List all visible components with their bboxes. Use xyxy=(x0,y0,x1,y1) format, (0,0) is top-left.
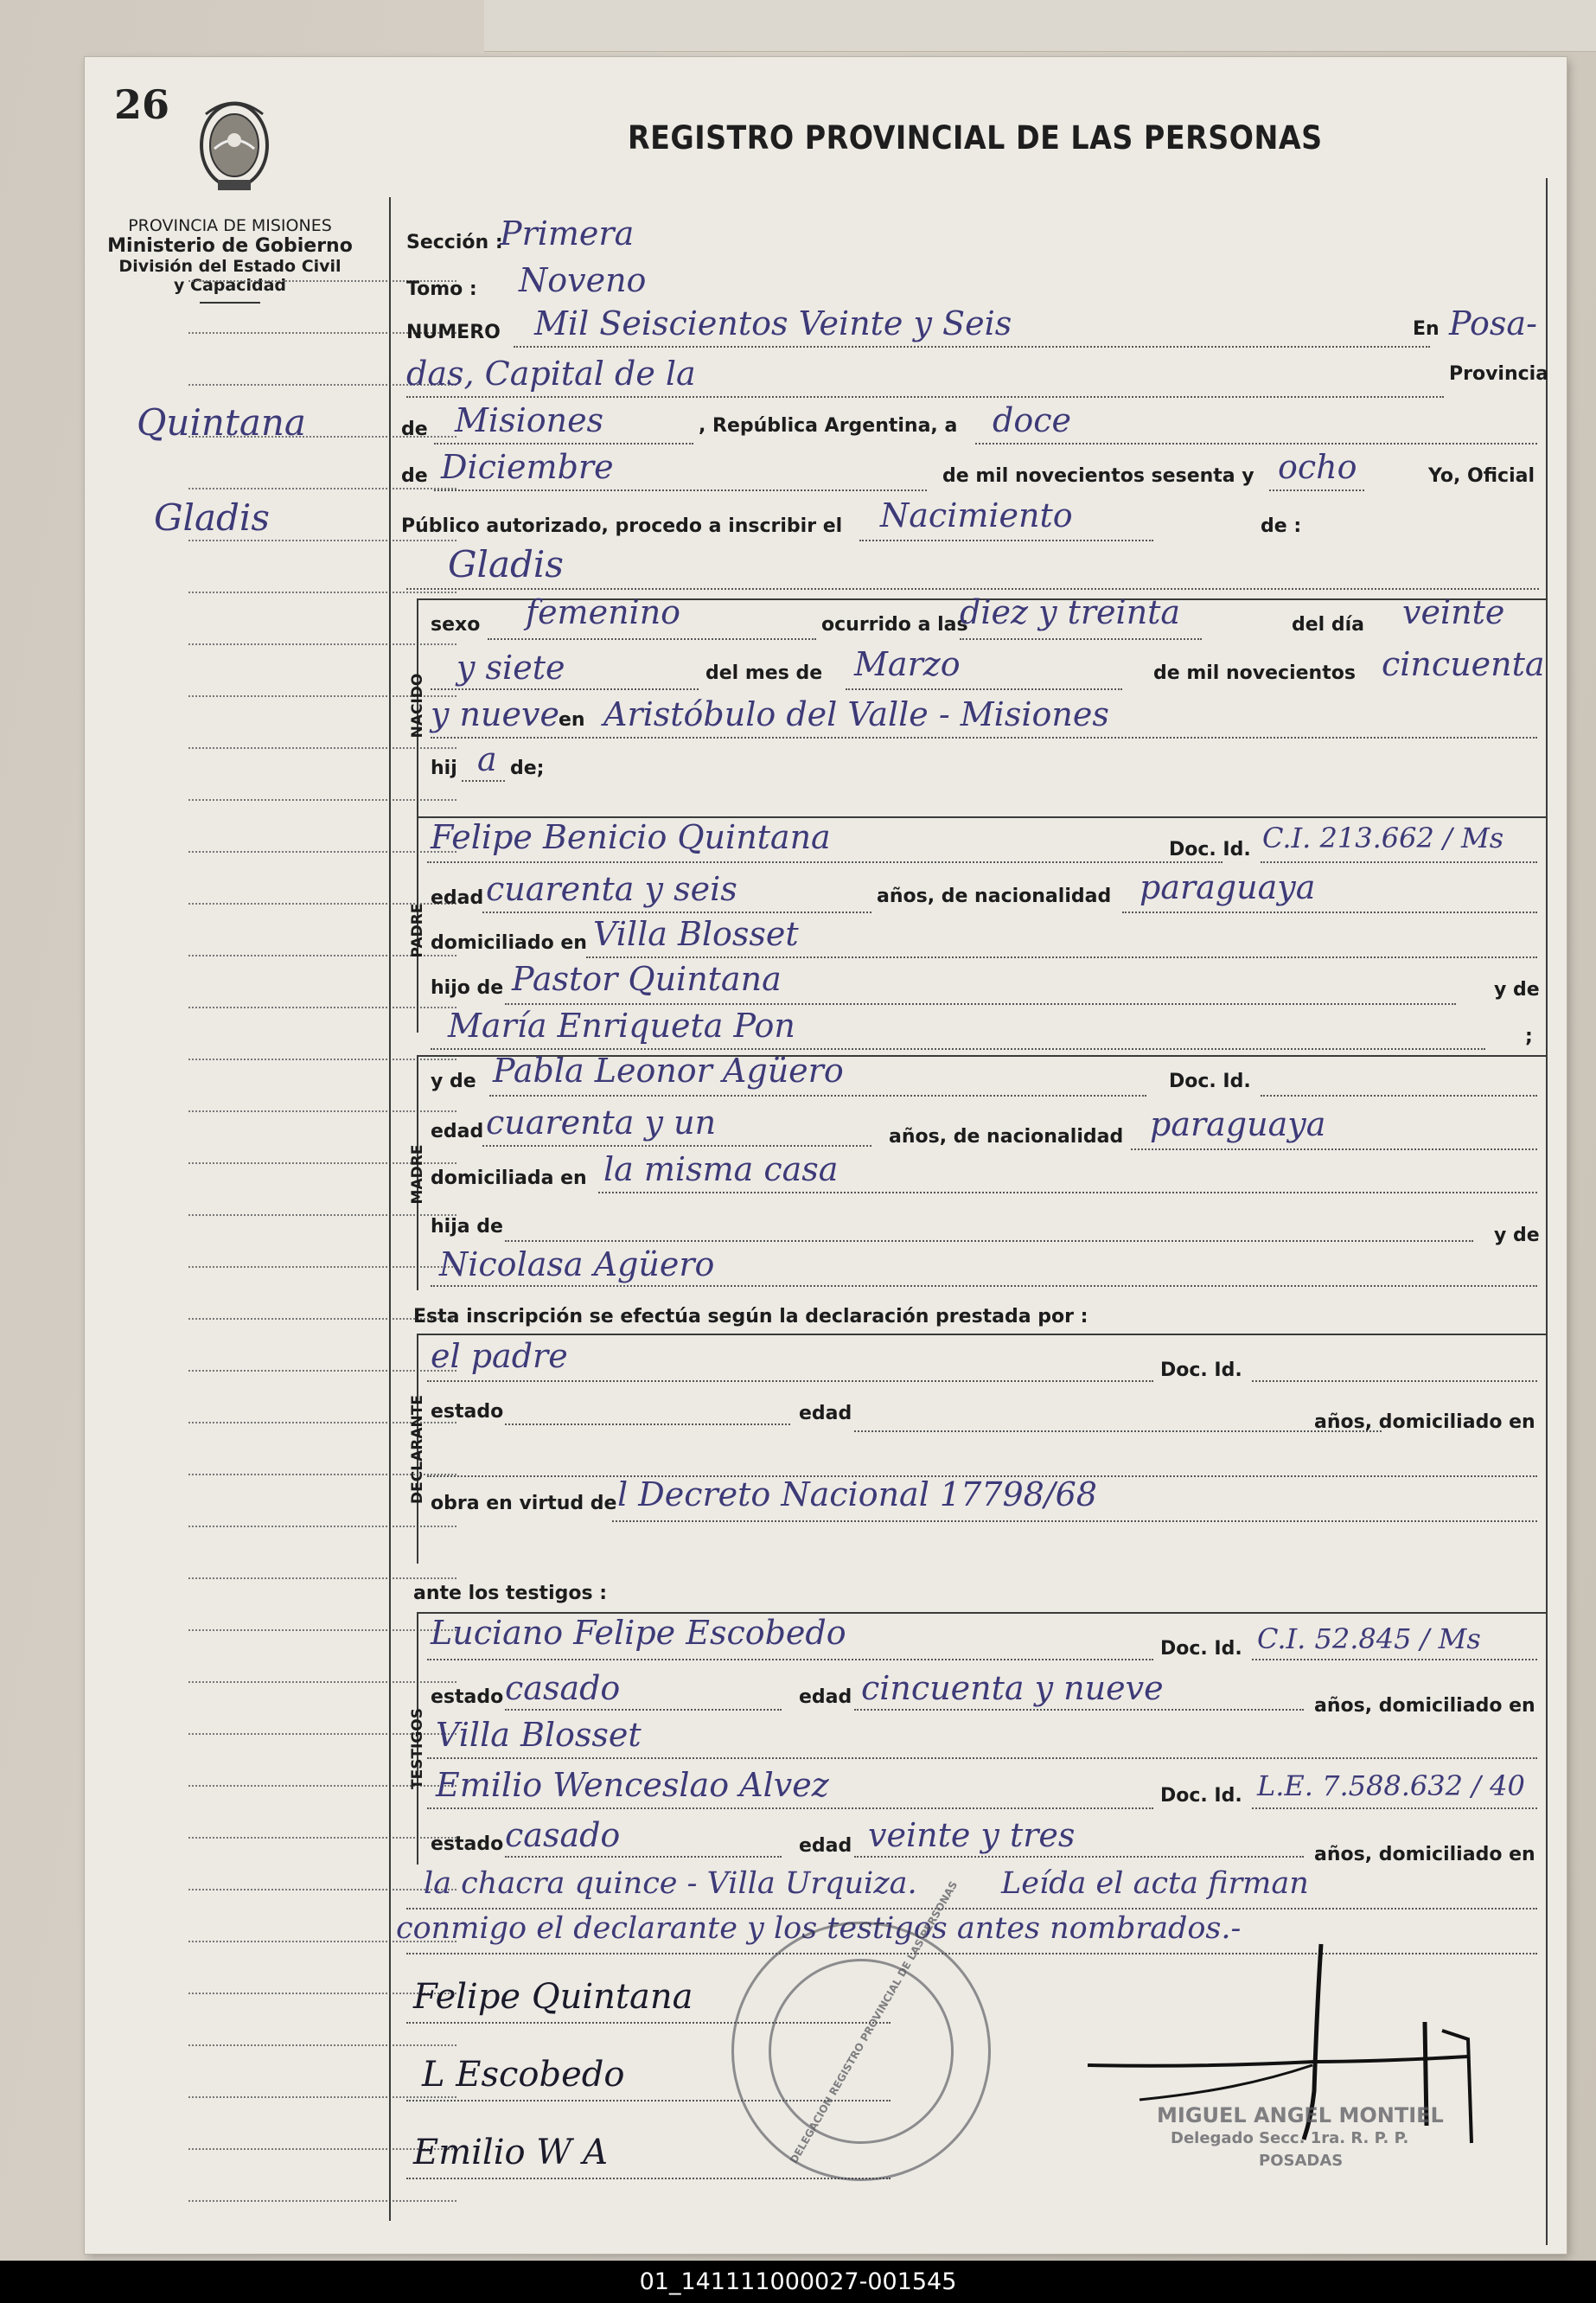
ano-nac-value-b: y nueve xyxy=(431,695,559,733)
section-padre: PADRE xyxy=(409,903,426,958)
yo-oficial-label: Yo, Oficial xyxy=(1428,465,1535,487)
declarante-nombre-value: el padre xyxy=(431,1337,568,1375)
de-colon-label: de : xyxy=(1261,515,1302,537)
testigo1-edad-label: edad xyxy=(799,1686,852,1708)
section-declarante: DECLARANTE xyxy=(409,1395,426,1504)
numero-value: Mil Seiscientos Veinte y Seis xyxy=(534,304,1012,342)
padre-padre-value: Pastor Quintana xyxy=(512,960,782,998)
en-label: En xyxy=(1413,318,1440,340)
hijo-de-label: hijo de xyxy=(431,977,504,999)
testigo2-estado-value: casado xyxy=(505,1816,621,1854)
page-number: 26 xyxy=(114,81,170,128)
ocurrido-label: ocurrido a las xyxy=(821,614,968,636)
dia-nac-value-b: y siete xyxy=(456,649,565,687)
hora-value: diez y treinta xyxy=(960,593,1181,631)
office-province: PROVINCIA DE MISIONES xyxy=(128,216,332,235)
testigo1-anos-label: años, domiciliado en xyxy=(1314,1695,1535,1717)
tomo-label: Tomo : xyxy=(406,278,477,300)
provincia-value: Misiones xyxy=(455,401,604,439)
seccion-value: Primera xyxy=(500,214,635,253)
tomo-value: Noveno xyxy=(519,261,647,299)
testigo2-anos-label: años, domiciliado en xyxy=(1314,1844,1535,1865)
en-lugar-label: en xyxy=(559,709,585,731)
padre-nombre-value: Felipe Benicio Quintana xyxy=(431,818,831,856)
section-testigos: TESTIGOS xyxy=(409,1707,426,1790)
padre-madre-value: María Enriqueta Pon xyxy=(448,1007,795,1045)
main-left-rule xyxy=(389,197,391,2221)
declarante-estado-label: estado xyxy=(431,1401,504,1423)
de-mil-label: de mil novecientos sesenta y xyxy=(942,465,1254,487)
seal-text: DELEGACION REGISTRO PROVINCIAL DE LAS PERSONAS xyxy=(787,1878,961,2166)
signature-testigo2: Emilio W A xyxy=(413,2133,609,2172)
madre-domicilio-value: la misma casa xyxy=(603,1150,839,1188)
stamp-city: POSADAS xyxy=(1259,2152,1344,2170)
madre-nac-label: años, de nacionalidad xyxy=(889,1126,1124,1148)
padre-nacionalidad-value: paraguaya xyxy=(1140,868,1316,906)
nombre-value: Gladis xyxy=(448,543,564,585)
coat-of-arms-icon xyxy=(197,97,271,194)
cierre-value-b: conmigo el declarante y los testigos antes nombrados.- xyxy=(396,1911,1242,1946)
madre-edad-label: edad xyxy=(431,1121,484,1142)
provincia-label: Provincia xyxy=(1449,363,1549,385)
page-title: REGISTRO PROVINCIAL DE LAS PERSONAS xyxy=(628,119,1323,157)
testigo1-edad-value: cincuenta y nueve xyxy=(861,1669,1164,1707)
padre-nac-label: años, de nacionalidad xyxy=(877,886,1112,907)
de-label: de xyxy=(401,419,428,440)
lugar-value-b: das, Capital de la xyxy=(406,355,696,393)
hij-suffix-value: a xyxy=(477,740,497,778)
lugar-value-a: Posa- xyxy=(1449,304,1537,342)
testigo1-estado-value: casado xyxy=(505,1669,621,1707)
margin-given-name: Gladis xyxy=(154,496,270,539)
republica-label: , República Argentina, a xyxy=(699,415,958,437)
madre-domicilio-label: domiciliada en xyxy=(431,1167,587,1189)
publico-label: Público autorizado, procedo a inscribir el xyxy=(401,515,843,537)
padre-doc-value: C.I. 213.662 / Ms xyxy=(1262,822,1504,854)
declaracion-label: Esta inscripción se efectúa según la declaración prestada por : xyxy=(413,1306,1088,1327)
signature-testigo1: L Escobedo xyxy=(422,2055,625,2095)
ano-nac-value-a: cincuenta xyxy=(1382,645,1545,683)
testigo2-edad-value: veinte y tres xyxy=(868,1816,1076,1854)
dia-nac-value-a: veinte xyxy=(1402,593,1505,631)
madre-doc-label: Doc. Id. xyxy=(1169,1071,1251,1092)
padre-y-de-label: y de xyxy=(1494,979,1540,1001)
testigo1-estado-label: estado xyxy=(431,1686,504,1708)
hij-de-label: de; xyxy=(510,758,545,779)
madre-edad-value: cuarenta y un xyxy=(486,1104,717,1142)
numero-label: NUMERO xyxy=(406,322,501,343)
stamp-name: MIGUEL ANGEL MONTIEL xyxy=(1157,2103,1444,2127)
sexo-value: femenino xyxy=(526,593,681,631)
stamp-role: Delegado Secc. 1ra. R. P. P. xyxy=(1171,2129,1409,2147)
image-id-footer: 01_141111000027-001545 xyxy=(0,2261,1596,2303)
cierre-value-a: Leída el acta firman xyxy=(1001,1866,1309,1901)
backing-sheet-top xyxy=(484,0,1596,52)
testigo1-nombre-value: Luciano Felipe Escobedo xyxy=(431,1614,846,1652)
seccion-label: Sección : xyxy=(406,232,503,253)
signature-padre: Felipe Quintana xyxy=(413,1977,693,2017)
testigo2-doc-label: Doc. Id. xyxy=(1160,1785,1242,1807)
hij-label: hij xyxy=(431,758,457,779)
testigo1-doc-label: Doc. Id. xyxy=(1160,1638,1242,1660)
de-mil-nov-label: de mil novecientos xyxy=(1153,662,1356,684)
obra-value: l Decreto Nacional 17798/68 xyxy=(617,1475,1097,1513)
testigo2-doc-value: L.E. 7.588.632 / 40 xyxy=(1257,1769,1525,1802)
padre-doc-label: Doc. Id. xyxy=(1169,839,1251,860)
declarante-anos-label: años, domiciliado en xyxy=(1314,1411,1535,1433)
mes-value: Diciembre xyxy=(441,448,614,486)
register-page xyxy=(85,57,1567,2254)
del-dia-label: del día xyxy=(1292,614,1365,636)
acto-value: Nacimiento xyxy=(880,496,1073,534)
testigo2-nombre-value: Emilio Wenceslao Alvez xyxy=(436,1766,829,1804)
padre-edad-value: cuarenta y seis xyxy=(486,870,737,908)
ante-label: ante los testigos : xyxy=(413,1583,608,1604)
main-right-rule xyxy=(1546,178,1548,2245)
declarante-edad-label: edad xyxy=(799,1403,852,1424)
madre-nacionalidad-value: paraguaya xyxy=(1150,1105,1326,1143)
section-madre: MADRE xyxy=(409,1144,426,1205)
official-seal xyxy=(731,1878,991,2181)
testigo2-domicilio-value: la chacra quince - Villa Urquiza. xyxy=(424,1866,917,1901)
de-mes-label: de xyxy=(401,465,428,487)
margin-surname: Quintana xyxy=(137,401,306,444)
madre-y-de2-label: y de xyxy=(1494,1225,1540,1246)
testigo1-domicilio-value: Villa Blosset xyxy=(436,1716,642,1754)
sexo-label: sexo xyxy=(431,614,481,636)
madre-y-de-label: y de xyxy=(431,1071,476,1092)
padre-domicilio-value: Villa Blosset xyxy=(593,915,799,953)
section-nacido: NACIDO xyxy=(409,673,426,739)
madre-nombre-value: Pabla Leonor Agüero xyxy=(493,1052,844,1090)
lugar-nac-value: Aristóbulo del Valle - Misiones xyxy=(603,695,1109,733)
office-capacity: y Capacidad xyxy=(174,276,286,295)
office-division: División del Estado Civil xyxy=(118,257,342,276)
hija-de-label: hija de xyxy=(431,1216,503,1238)
dia-value: doce xyxy=(993,401,1071,439)
testigo2-estado-label: estado xyxy=(431,1833,504,1855)
madre-madre-value: Nicolasa Agüero xyxy=(439,1245,715,1283)
issuing-office xyxy=(100,216,360,304)
testigo1-doc-value: C.I. 52.845 / Ms xyxy=(1257,1622,1481,1655)
obra-label: obra en virtud de xyxy=(431,1493,617,1514)
padre-domicilio-label: domiciliado en xyxy=(431,932,587,954)
declarante-doc-label: Doc. Id. xyxy=(1160,1359,1242,1381)
padre-edad-label: edad xyxy=(431,887,484,909)
padre-semicolon: ; xyxy=(1525,1026,1533,1047)
del-mes-label: del mes de xyxy=(705,662,823,684)
office-ministry: Ministerio de Gobierno xyxy=(107,235,353,257)
mes-nac-value: Marzo xyxy=(854,645,961,683)
ano-value: ocho xyxy=(1278,448,1357,486)
testigo2-edad-label: edad xyxy=(799,1835,852,1857)
